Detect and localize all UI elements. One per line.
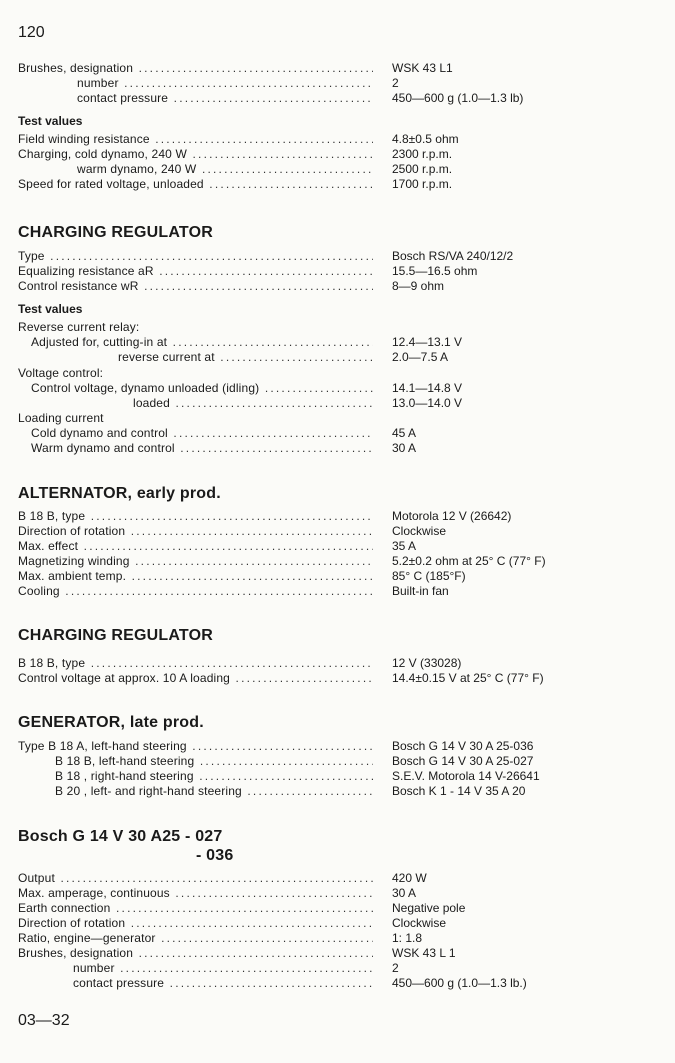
spec-value: 5.2±0.2 ohm at 25° C (77° F) [392, 554, 546, 568]
spec-label: warm dynamo, 240 W ..... [77, 162, 373, 176]
spec-row [0, 739, 675, 754]
spec-row [0, 524, 675, 539]
spec-row [0, 279, 675, 294]
spec-row [0, 350, 675, 365]
spec-label: B 18 , right-hand steering ..... [55, 769, 373, 783]
spec-row [0, 335, 675, 350]
spec-value: 12.4—13.1 V [392, 335, 463, 349]
spec-row [0, 754, 675, 769]
spec-value: 45 A [392, 426, 417, 440]
page-number: 120 [18, 24, 45, 41]
spec-value: S.E.V. Motorola 14 V-26641 [392, 769, 540, 783]
spec-label: Control voltage at approx. 10 A loading ..... [18, 671, 373, 685]
group-label [0, 411, 675, 426]
spec-value: 30 A [392, 886, 417, 900]
spec-value: Bosch K 1 - 14 V 35 A 20 [392, 784, 526, 798]
spec-row [0, 671, 675, 686]
spec-value: 2 [392, 961, 399, 975]
spec-row [0, 916, 675, 931]
spec-value: 2300 r.p.m. [392, 147, 453, 161]
spec-row [0, 569, 675, 584]
spec-row [0, 61, 675, 76]
group-label [0, 320, 675, 335]
spec-row [0, 539, 675, 554]
spec-value: Bosch G 14 V 30 A 25-027 [392, 754, 534, 768]
spec-row [0, 162, 675, 177]
spec-label: Cold dynamo and control ..... [31, 426, 373, 440]
reverse-relay-label: Reverse current relay: [18, 320, 140, 334]
spec-row [0, 871, 675, 886]
spec-label: B 18 B, left-hand steering ..... [55, 754, 373, 768]
spec-label: B 20 , left- and right-hand steering ..... [55, 784, 373, 798]
spec-label: Max. amperage, continuous ..... [18, 886, 373, 900]
spec-row [0, 656, 675, 671]
spec-label: number ..... [73, 961, 373, 975]
spec-label: Magnetizing winding ..... [18, 554, 373, 568]
spec-row [0, 769, 675, 784]
spec-value: Bosch RS/VA 240/12/2 [392, 249, 514, 263]
spec-row [0, 132, 675, 147]
spec-value: 450—600 g (1.0—1.3 lb.) [392, 976, 527, 990]
spec-row [0, 961, 675, 976]
section-heading-line2: - 036 [196, 847, 234, 864]
spec-label: Ratio, engine—generator ..... [18, 931, 373, 945]
spec-value: WSK 43 L1 [392, 61, 453, 75]
spec-label: number ..... [77, 76, 373, 90]
spec-value: Clockwise [392, 916, 447, 930]
section-heading: ALTERNATOR, early prod. [18, 485, 221, 502]
spec-row [0, 249, 675, 264]
spec-value: 1: 1.8 [392, 931, 423, 945]
spec-label: Speed for rated voltage, unloaded ..... [18, 177, 373, 191]
spec-value: 8—9 ohm [392, 279, 445, 293]
spec-label: Type ..... [18, 249, 373, 263]
spec-value: Clockwise [392, 524, 447, 538]
spec-value: 12 V (33028) [392, 656, 462, 670]
spec-value: WSK 43 L 1 [392, 946, 456, 960]
spec-label: reverse current at ..... [118, 350, 373, 364]
spec-value: 2.0—7.5 A [392, 350, 449, 364]
spec-row [0, 396, 675, 411]
section-heading: CHARGING REGULATOR [18, 627, 214, 644]
spec-row [0, 584, 675, 599]
spec-row [0, 946, 675, 961]
spec-label: Direction of rotation ..... [18, 916, 373, 930]
spec-value: Built-in fan [392, 584, 449, 598]
loading-current-label: Loading current [18, 411, 104, 425]
spec-label: Adjusted for, cutting-in at ..... [31, 335, 373, 349]
spec-row [0, 441, 675, 456]
spec-row [0, 76, 675, 91]
spec-value: Motorola 12 V (26642) [392, 509, 512, 523]
spec-value: 450—600 g (1.0—1.3 lb) [392, 91, 524, 105]
spec-label: Max. effect ..... [18, 539, 373, 553]
spec-label: Type B 18 A, left-hand steering ..... [18, 739, 373, 753]
spec-row [0, 426, 675, 441]
spec-value: Negative pole [392, 901, 466, 915]
spec-value: 15.5—16.5 ohm [392, 264, 478, 278]
spec-value: 14.1—14.8 V [392, 381, 463, 395]
spec-label: Output ..... [18, 871, 373, 885]
spec-row [0, 509, 675, 524]
spec-value: Bosch G 14 V 30 A 25-036 [392, 739, 534, 753]
spec-row [0, 784, 675, 799]
spec-label: Brushes, designation ..... [18, 946, 373, 960]
spec-label: contact pressure ..... [77, 91, 373, 105]
spec-value: 35 A [392, 539, 417, 553]
section-heading: Bosch G 14 V 30 A25 - 027 [18, 828, 223, 845]
spec-label: B 18 B, type ..... [18, 509, 373, 523]
spec-label: Earth connection ..... [18, 901, 373, 915]
spec-value: 1700 r.p.m. [392, 177, 453, 191]
spec-row [0, 381, 675, 396]
spec-value: 13.0—14.0 V [392, 396, 463, 410]
spec-label: Control resistance wR ..... [18, 279, 373, 293]
page-footer-code: 03—32 [18, 1012, 70, 1029]
spec-value: 2 [392, 76, 399, 90]
spec-label: loaded ..... [133, 396, 373, 410]
spec-label: Brushes, designation ..... [18, 61, 373, 75]
spec-row [0, 886, 675, 901]
spec-value: 30 A [392, 441, 417, 455]
voltage-control-label: Voltage control: [18, 366, 104, 380]
group-label [0, 366, 675, 381]
section-heading: CHARGING REGULATOR [18, 224, 214, 241]
test-values-heading: Test values [18, 302, 83, 316]
spec-row [0, 147, 675, 162]
spec-value: 420 W [392, 871, 427, 885]
spec-label: Cooling ..... [18, 584, 373, 598]
spec-value: 4.8±0.5 ohm [392, 132, 459, 146]
spec-row [0, 264, 675, 279]
spec-label: Direction of rotation ..... [18, 524, 373, 538]
spec-label: Equalizing resistance aR ..... [18, 264, 373, 278]
spec-row [0, 976, 675, 991]
spec-label: B 18 B, type ..... [18, 656, 373, 670]
spec-row [0, 554, 675, 569]
spec-label: Control voltage, dynamo unloaded (idling) ..... [31, 381, 373, 395]
spec-label: Field winding resistance ..... [18, 132, 373, 146]
spec-label: contact pressure ..... [73, 976, 373, 990]
spec-row [0, 931, 675, 946]
spec-value: 2500 r.p.m. [392, 162, 453, 176]
spec-label: Max. ambient temp. ..... [18, 569, 373, 583]
spec-row [0, 91, 675, 106]
spec-row [0, 177, 675, 192]
spec-value: 14.4±0.15 V at 25° C (77° F) [392, 671, 544, 685]
spec-label: Charging, cold dynamo, 240 W ..... [18, 147, 373, 161]
spec-value: 85° C (185°F) [392, 569, 466, 583]
test-values-heading: Test values [18, 114, 83, 128]
section-heading: GENERATOR, late prod. [18, 714, 204, 731]
spec-label: Warm dynamo and control ..... [31, 441, 373, 455]
spec-row [0, 901, 675, 916]
